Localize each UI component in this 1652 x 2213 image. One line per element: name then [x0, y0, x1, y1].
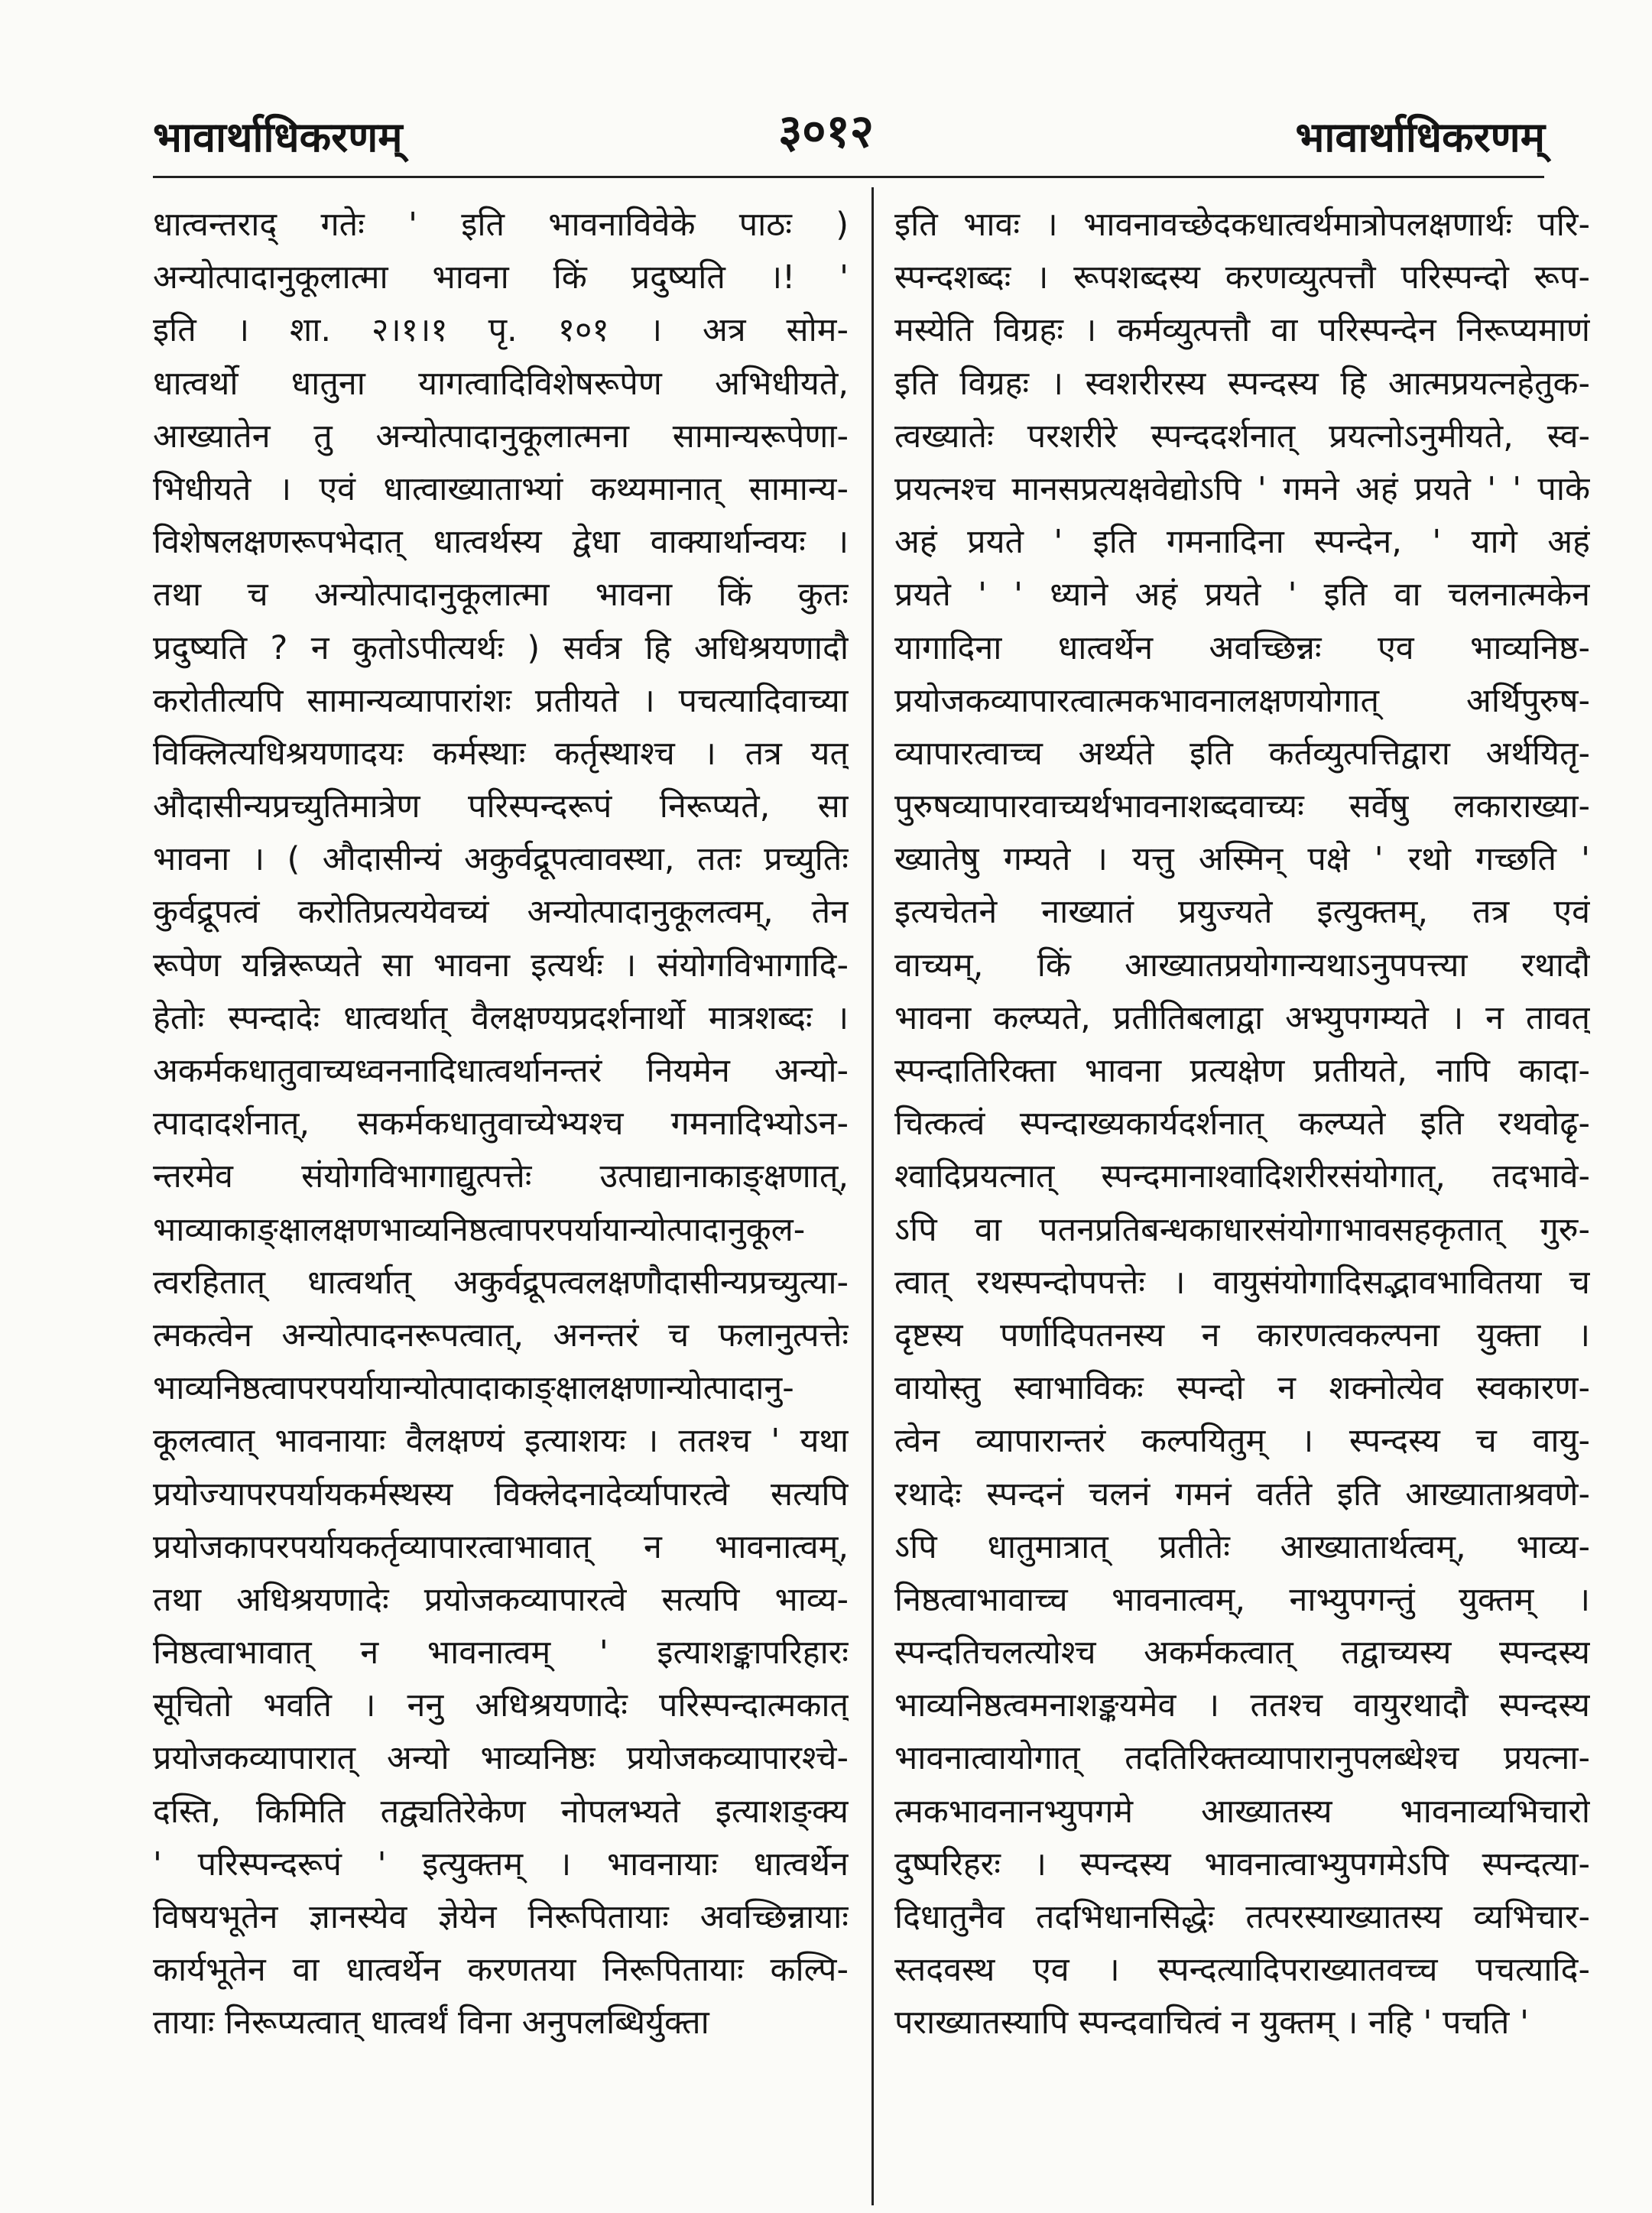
text-line: धात्वर्थो धातुना यागत्वादिविशेषरूपेण अभिधीयते, [153, 364, 849, 403]
column-divider [871, 187, 874, 2205]
text-line: प्रदुष्यति ? न कुतोऽपीत्यर्थः ) सर्वत्र हि अधिश्रयणादौ [153, 628, 849, 667]
text-line: त्वात् रथस्पन्दोपपत्तेः । वायुसंयोगादिसद्भावभावितया च [894, 1263, 1590, 1302]
text-line: मस्येति विग्रहः । कर्मव्युत्पत्तौ वा परिस्पन्देन निरूप्यमाणं [894, 311, 1590, 350]
text-line: औदासीन्यप्रच्युतिमात्रेण परिस्पन्दरूपं निरूप्यते, सा [153, 787, 849, 826]
text-line: हेतोः स्पन्दादेः धात्वर्थात् वैलक्षण्यप्रदर्शनार्थो मात्रशब्दः । [153, 998, 849, 1037]
text-line: कार्यभूतेन वा धात्वर्थेन करणतया निरूपितायाः कल्पि- [153, 1951, 849, 1990]
text-line: रथादेः स्पन्दनं चलनं गमनं वर्तते इति आख्याताश्रवणे- [894, 1475, 1590, 1514]
text-line: दुष्परिहरः । स्पन्दस्य भावनात्वाभ्युपगमेऽपि स्पन्दत्या- [894, 1845, 1590, 1884]
text-line: इति । शा. २।१।१ पृ. १०१ । अत्र सोम- [153, 311, 849, 350]
text-line: करोतीत्यपि सामान्यव्यापारांशः प्रतीयते । पचत्यादिवाच्या [153, 681, 849, 720]
text-line: विशेषलक्षणरूपभेदात् धात्वर्थस्य द्वेधा वाक्यार्थान्वयः । [153, 523, 849, 562]
text-line: विक्लित्यधिश्रयणादयः कर्मस्थाः कर्तृस्थाश्च । तत्र यत् [153, 734, 849, 773]
text-line: पराख्यातस्यापि स्पन्दवाचित्वं न युक्तम् । नहि ' पचति ' [894, 2004, 1529, 2043]
text-line: वाच्यम्, किं आख्यातप्रयोगान्यथाऽनुपपत्त्या रथादौ [894, 946, 1590, 985]
text-line: प्रयोज्यापरपर्यायकर्मस्थस्य विक्लेदनादेर्व्यापारत्वे सत्यपि [153, 1475, 849, 1514]
text-line: प्रयत्नश्च मानसप्रत्यक्षवेद्योऽपि ' गमने अहं प्रयते ' ' पाके [894, 469, 1590, 508]
text-line: स्पन्दशब्दः । रूपशब्दस्य करणव्युत्पत्तौ परिस्पन्दो रूप- [894, 258, 1590, 297]
header-rule [153, 176, 1544, 178]
text-line: आख्यातेन तु अन्योत्पादानुकूलात्मना सामान्यरूपेणा- [153, 417, 849, 456]
text-line: तायाः निरूप्यत्वात् धात्वर्थं विना अनुपलब्धिर्युक्ता [153, 2004, 709, 2043]
text-line: त्मकत्वेन अन्योत्पादनरूपत्वात्, अनन्तरं च फलानुत्पत्तेः [153, 1316, 849, 1355]
text-line: यागादिना धात्वर्थेन अवच्छिन्नः एव भाव्यनिष्ठ- [894, 628, 1590, 667]
text-line: भाव्याकाङ्क्षालक्षणभाव्यनिष्ठत्वापरपर्यायान्योत्पादानुकूल- [153, 1210, 806, 1249]
text-line: अकर्मकधातुवाच्यध्वननादिधात्वर्थानन्तरं नियमेन अन्यो- [153, 1052, 849, 1090]
text-line: रूपेण यन्निरूप्यते सा भावना इत्यर्थः । संयोगविभागादि- [153, 946, 849, 985]
text-line: वायोस्तु स्वाभाविकः स्पन्दो न शक्नोत्येव स्वकारण- [894, 1369, 1590, 1408]
text-line: त्वरहितात् धात्वर्थात् अकुर्वद्रूपत्वलक्षणौदासीन्यप्रच्युत्या- [153, 1263, 849, 1302]
text-line: दस्ति, किमिति तद्व्यतिरेकेण नोपलभ्यते इत्याशङ्क्य [153, 1792, 849, 1831]
text-line: विषयभूतेन ज्ञानस्येव ज्ञेयेन निरूपितायाः अवच्छिन्नायाः [153, 1898, 849, 1936]
text-line: अहं प्रयते ' इति गमनादिना स्पन्देन, ' यागे अहं [894, 523, 1590, 562]
text-line: त्वेन व्यापारान्तरं कल्पयितुम् । स्पन्दस्य च वायु- [894, 1422, 1590, 1461]
text-line: प्रयोजकव्यापारात् अन्यो भाव्यनिष्ठः प्रयोजकव्यापारश्चे- [153, 1739, 849, 1778]
text-line: प्रयोजकापरपर्यायकर्तृव्यापारत्वाभावात् न भावनात्वम्, [153, 1527, 849, 1566]
running-header-left: भावार्थाधिकरणम् [153, 113, 403, 161]
text-line: भिधीयते । एवं धात्वाख्याताभ्यां कथ्यमानात् सामान्य- [153, 469, 849, 508]
text-line: प्रयते ' ' ध्याने अहं प्रयते ' इति वा चलनात्मकेन [894, 576, 1590, 615]
text-line: सूचितो भवति । ननु अधिश्रयणादेः परिस्पन्दात्मकात् [153, 1686, 849, 1725]
text-line: इति विग्रहः । स्वशरीरस्य स्पन्दस्य हि आत्मप्रयत्नहेतुक- [894, 364, 1590, 403]
text-line: त्पादादर्शनात्, सकर्मकधातुवाच्येभ्यश्च गमनादिभ्योऽन- [153, 1105, 849, 1144]
text-line: निष्ठत्वाभावाच्च भावनात्वम्, नाभ्युपगन्तुं युक्तम् । [894, 1580, 1590, 1619]
text-line: भावनात्वायोगात् तदतिरिक्तव्यापारानुपलब्धेश्च प्रयत्ना- [894, 1739, 1590, 1778]
text-line: इति भावः । भावनावच्छेदकधात्वर्थमात्रोपलक्षणार्थः परि- [894, 206, 1590, 244]
text-line: व्यापारत्वाच्च अर्थ्यते इति कर्तव्युत्पत्तिद्वारा अर्थयितृ- [894, 734, 1590, 773]
text-line: ख्यातेषु गम्यते । यत्तु अस्मिन् पक्षे ' रथो गच्छति ' [894, 840, 1590, 879]
text-line: कूलत्वात् भावनायाः वैलक्षण्यं इत्याशयः । ततश्च ' यथा [153, 1422, 849, 1461]
text-line: भावना । ( औदासीन्यं अकुर्वद्रूपत्वावस्था, ततः प्रच्युतिः [153, 840, 849, 879]
text-line: त्वख्यातेः परशरीरे स्पन्ददर्शनात् प्रयत्नोऽनुमीयते, स्व- [894, 417, 1590, 456]
page-number: ३०१२ [778, 105, 874, 158]
text-line: भावना कल्प्यते, प्रतीतिबलाद्वा अभ्युपगम्यते । न तावत् [894, 998, 1590, 1037]
right-column [894, 199, 1590, 2050]
text-line: धात्वन्तराद् गतेः ' इति भावनाविवेके पाठः ) [153, 206, 849, 244]
text-line: स्तदवस्थ एव । स्पन्दत्यादिपराख्यातवच्च पचत्यादि- [894, 1951, 1590, 1990]
text-line: चित्कत्वं स्पन्दाख्यकार्यदर्शनात् कल्प्यते इति रथवोढृ- [894, 1105, 1590, 1144]
text-line: तथा च अन्योत्पादानुकूलात्मा भावना किं कुतः [153, 576, 849, 615]
text-line: त्मकभावनानभ्युपगमे आख्यातस्य भावनाव्यभिचारो [894, 1792, 1590, 1831]
text-line: ' परिस्पन्दरूपं ' इत्युक्तम् । भावनायाः धात्वर्थेन [153, 1845, 849, 1884]
running-header-right: भावार्थाधिकरणम् [1295, 113, 1545, 161]
left-column [153, 199, 849, 2050]
text-line: भाव्यनिष्ठत्वापरपर्यायान्योत्पादाकाङ्क्षालक्षणान्योत्पादानु- [153, 1369, 794, 1408]
text-line: न्तरमेव संयोगविभागाद्युत्पत्तेः उत्पाद्यानाकाङ्क्षणात्, [153, 1157, 849, 1196]
text-line: ऽपि धातुमात्रात् प्रतीतेः आख्यातार्थत्वम्, भाव्य- [894, 1527, 1590, 1566]
text-line: स्पन्दतिचलत्योश्च अकर्मकत्वात् तद्वाच्यस्य स्पन्दस्य [894, 1634, 1590, 1673]
text-line: तथा अधिश्रयणादेः प्रयोजकव्यापारत्वे सत्यपि भाव्य- [153, 1580, 849, 1619]
text-line: स्पन्दातिरिक्ता भावना प्रत्यक्षेण प्रतीयते, नापि कादा- [894, 1052, 1590, 1090]
text-line: निष्ठत्वाभावात् न भावनात्वम् ' इत्याशङ्कापरिहारः [153, 1634, 849, 1673]
text-line: अन्योत्पादानुकूलात्मा भावना किं प्रदुष्यति ।! ' [153, 258, 849, 297]
text-line: दिधातुनैव तदभिधानसिद्धेः तत्परस्याख्यातस्य व्यभिचार- [894, 1898, 1590, 1936]
text-line: दृष्टस्य पर्णादिपतनस्य न कारणत्वकल्पना युक्ता । [894, 1316, 1590, 1355]
text-line: ऽपि वा पतनप्रतिबन्धकाधारसंयोगाभावसहकृतात् गुरु- [894, 1210, 1590, 1249]
text-line: भाव्यनिष्ठत्वमनाशङ्कयमेव । ततश्च वायुरथादौ स्पन्दस्य [894, 1686, 1590, 1725]
text-line: पुरुषव्यापारवाच्यर्थभावनाशब्दवाच्यः सर्वेषु लकाराख्या- [894, 787, 1590, 826]
text-line: श्वादिप्रयत्नात् स्पन्दमानाश्वादिशरीरसंयोगात्, तदभावे- [894, 1157, 1590, 1196]
text-line: प्रयोजकव्यापारत्वात्मकभावनालक्षणयोगात् अर्थिपुरुष- [894, 681, 1590, 720]
text-line: कुर्वद्रूपत्वं करोतिप्रत्ययेवच्यं अन्योत्पादानुकूलत्वम्, तेन [153, 893, 849, 932]
text-line: इत्यचेतने नाख्यातं प्रयुज्यते इत्युक्तम्, तत्र एवं [894, 893, 1590, 932]
